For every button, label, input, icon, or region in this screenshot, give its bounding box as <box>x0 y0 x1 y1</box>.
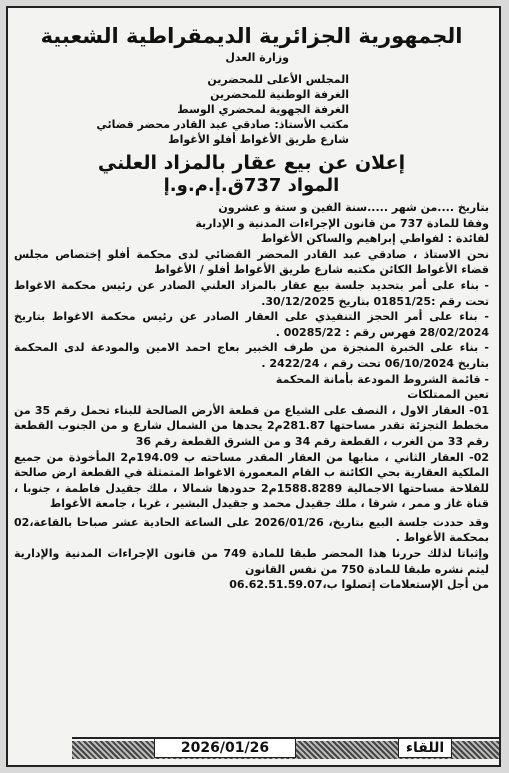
contact-line: من أجل الإستعلامات إتصلوا ب،06.62.51.59.07 <box>229 578 489 592</box>
republic-title: الجمهورية الجزائرية الديمقراطية الشعبية <box>40 24 463 48</box>
footer-date: 2026/01/26 <box>154 738 296 758</box>
header-line-council: المجلس الأعلى للمحضرين <box>207 73 349 86</box>
announcement-subtitle: المواد 737ق.إ.م.و.إ <box>163 175 340 196</box>
header-line-regional-chamber: الغرفة الجهوية لمحضري الوسط <box>177 103 349 116</box>
page-content <box>8 8 499 765</box>
date-line: بتاريخ ....من شهر .....سنة الفين و ستة و عشرون <box>218 201 489 214</box>
order-session-paragraph: - بناء على أمر بتحديد جلسة بيع عقار بالمزاد العلني الصادر عن رئيس محكمة الاغواط تحت رقم :01851/25 بتاريخ 30/12/2025. <box>14 278 489 308</box>
header-line-national-chamber: الغرفة الوطنية للمحضرين <box>210 88 349 101</box>
properties-heading: تعين الممتلكات <box>407 388 489 402</box>
footer-newspaper-name: اللقاء <box>398 738 452 758</box>
proof-paragraph: وإثباتا لذلك حررنا هذا المحضر طبقا للمادة 749 من قانون الإجراءات المدنية والإدارية ليتم نشره طبقا للمادة 750 من نفس القانون <box>14 547 490 576</box>
seizure-order-paragraph: - بناء على أمر الحجز التنفيذي على العقار الصادر عن رئيس محكمة الاغواط بتاريخ 28/02/2024 فهرس رقم : 00285/22 . <box>14 310 489 339</box>
announcement-title: إعلان عن بيع عقار بالمزاد العلني <box>97 152 406 174</box>
bailiff-paragraph: نحن الاستاذ ، صادقي عبد القادر المحضر القضائي لدى محكمة أفلو إختصاص مجلس قضاء الأغواط الكائن مكتبه شارع طريق الأغواط أفلو / الأغواط <box>14 247 489 277</box>
conditions-list-line: - قائمة الشروط المودعة بأمانة المحكمة <box>275 372 489 386</box>
expertise-paragraph: - بناء على الخبرة المنجزة من طرف الخبير بعاج احمد الامين والمودعة لدى المحكمة بتاريخ 06/10/2024 تحت رقم ، 2422/24 . <box>14 341 489 370</box>
property-one-paragraph: 01- العقار الاول ، النصف على الشياع من قطعة الأرض الصالحة للبناء تحمل رقم 35 من مخطط التجزئة تقدر مساحتها 281.87م2 يحدها من الشمال شارع و من الجنوب القطعة رقم 33 من الغرب ، القطعة رقم 34 و من الشرق القطعة رقم 36 <box>14 403 489 448</box>
property-two-paragraph: 02- العقار الثاني ، منابها من العقار المقدر مساحته ب 194.09م2 المأخوذة من جميع الملكية العقارية بحي الكائنة ب القام المعمورة الاغواط المتمثلة في القطعة ارض صالحة للفلاحة مساحتها الاجمالية 1588.8289م2 حدودها شمالا ، ملك جقيدل فاطمة ، جنوبا ، قناة غاز و ممر ، شرقا ، ملك جقيدل محمد و جقيدل البشير ، غربا ، جامعة الأغواط <box>14 450 490 511</box>
header-line-office: مكتب الأستاذ: صادقي عبد القادر محضر قضائي <box>96 118 349 131</box>
header-line-address: شارع طريق الأغواط أفلو الأغواط <box>168 133 349 146</box>
sale-session-paragraph: وقد حددت جلسة البيع بتاريخ، 2026/01/26 على الساعة الحادية عشر صباحا بالقاعة،02 بمحكمة الأغواط . <box>14 515 489 545</box>
legal-basis-line: وفقا للمادة 737 من قانون الإجراءات المدنية و الإدارية <box>195 216 489 230</box>
ministry-line: وزارة العدل <box>225 51 289 64</box>
beneficiary-line: لفائدة : لفواطي إبراهيم والساكن الأغواط <box>260 232 489 246</box>
footer-strip <box>72 737 499 759</box>
announcement-page <box>6 6 501 767</box>
